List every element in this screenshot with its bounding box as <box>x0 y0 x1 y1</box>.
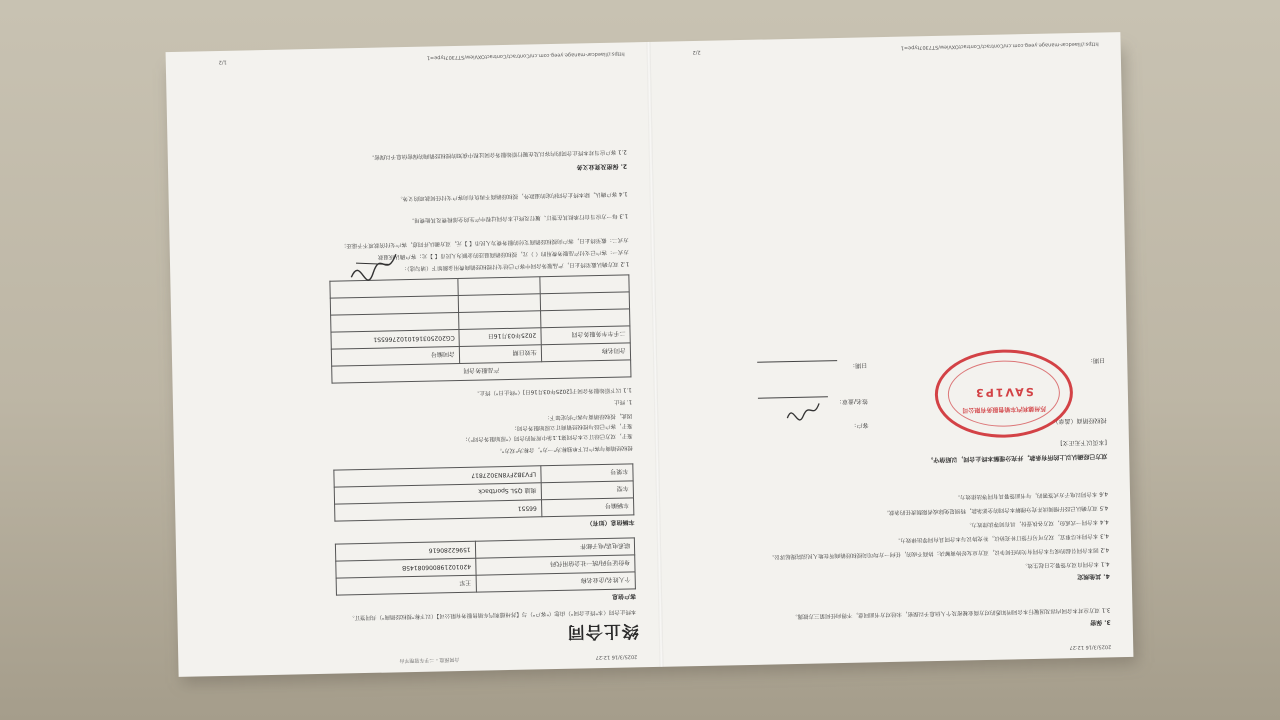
contract-paper <box>166 32 1134 677</box>
page-footer-number: 1/2 <box>218 58 227 65</box>
seal-code: SAV1P3 <box>973 384 1034 400</box>
table-cell: 2025年03月16日 <box>459 328 541 347</box>
section-heading: 2. 保密及竞业义务 <box>576 162 628 171</box>
cell-value: 66551 <box>335 500 542 521</box>
dealer-stamp-label: 授权经销商（盖章）： <box>1049 416 1107 425</box>
clause-line: 4.3 本合同未尽事宜，双方可另行签订补充协议，补充协议与本合同具有同等法律效力。 <box>894 532 1109 543</box>
date-line <box>757 360 837 363</box>
body-line: 授权经销商与客户以下单独称为"一方"，合称为"双方"。 <box>496 444 634 454</box>
table-header: 合同编号 <box>331 346 459 366</box>
cell-label: 身份证号码/统一社会信用代码 <box>475 555 635 575</box>
page-two <box>650 32 1133 667</box>
page-header-title: 合同预览 - 二手车管理平台 <box>399 656 460 664</box>
section-heading: 3. 保密 <box>1090 618 1111 626</box>
page-footer-url: https://liaedcar-manage.yeeg.com.cn/Contract/ContractOXView/ST7307type=1 <box>900 40 1099 51</box>
body-line: 因此，授权经销商与客户约定如下： <box>544 412 633 421</box>
cell-value: 15962280616 <box>335 541 475 561</box>
customer-info-table <box>335 537 636 595</box>
document-title: 终止合同 <box>566 620 639 642</box>
page-header-date: 2025/3/16 12:27 <box>1069 643 1112 651</box>
body-line: 鉴于，客户已经与授权经销商订立原始服务合同； <box>511 422 633 431</box>
customer-info-heading: 客户信息 <box>611 592 637 600</box>
body-line: 1. 终止 <box>613 398 633 405</box>
cell-label: 个人姓名/企业名称 <box>476 572 636 592</box>
cell-label: 联系电话/电子邮件 <box>475 538 635 558</box>
contract-paper-inverted <box>166 32 1134 677</box>
seal-company-name: 苏州德利汽车销售服务有限公司 <box>962 404 1047 414</box>
clause-line: 1.2 双方确认截至终止日，产品服务合同中客户已经支付授权经销商费用金额如下（请勾选）： <box>401 260 630 272</box>
table-header: 生效日期 <box>459 345 541 364</box>
dealer-date-label: 日期： <box>1087 356 1106 364</box>
clause-line: 方式二：截至终止日，客户向授权经销商支付的服务费为人民币【 】元，双方确认并同意，客户支付的款项不予退还； <box>340 236 629 249</box>
cell-label: 车架号 <box>540 464 633 483</box>
vehicle-info-table <box>333 463 634 521</box>
table-cell: CG20250316101027665S1 <box>331 329 459 349</box>
clause-line: 4.5 双方确认已经仔细阅读并充分理解本合同的全部条款，特别是免除或者限制责任的条款。 <box>883 504 1109 516</box>
cell-label: 车型 <box>541 481 634 500</box>
clause-line: 方式一：客户已支付产品服务费用的（ ）元，授权经销商退还的金额为人民币【 】元；客户确认该退款 <box>377 248 629 260</box>
table-cell: 二手车车务服务合同 <box>541 326 631 345</box>
cell-value: 奥迪 Q5L Sportback <box>334 483 541 504</box>
blank-page-note: [本页以下无正文] <box>1060 438 1108 447</box>
service-contract-table <box>329 274 631 383</box>
intro-line: 本终止合同（本"终止合同"）由您（"客户"）与【苏州德利汽车销售服务有限公司】（以下称"授权经销商"）共同签订。 <box>348 608 637 621</box>
cell-value: 王军 <box>336 575 476 595</box>
clause-line: 4.2 因本合同引起的或与本合同有关的任何争议，双方应友好协商解决；协商不成的，任何一方均可向授权经销商所在地人民法院提起诉讼。 <box>768 546 1110 560</box>
page-footer-url: https://liaedcar-manage.yeeg.com.cn/Contract/ContractOXView/ST7307type=1 <box>426 50 625 61</box>
clause-line: 4.6 本合同以电子方式签署的，与书面签署具有同等法律效力。 <box>954 490 1109 500</box>
cell-value: 42010219800608145B <box>336 558 476 578</box>
body-line: 1.1 以下原始服务合同于[2025年03月16日]（"终止日"）终止。 <box>473 386 632 396</box>
page-footer-number: 2/2 <box>692 48 701 56</box>
clause-line: 1.3 每一方应当自行承担其在签订、履行及终止本合同过程中产生的全部税费及其他费用。 <box>408 212 629 224</box>
cell-label: 车辆编号 <box>541 498 634 517</box>
customer-label: 客户： <box>850 421 869 429</box>
page-header-date: 2025/3/16 12:27 <box>595 653 638 661</box>
vehicle-info-heading: 车辆信息（如有） <box>586 518 635 527</box>
page-one <box>177 42 660 677</box>
customer-signature <box>783 397 824 424</box>
body-line: 鉴于，双方已经订立本合同第1.1条中所列的合同（"原始服务合同"）； <box>462 432 633 442</box>
clause-line: 3.1 双方应对本合同内容及因履行本合同所知悉的对方商业秘密及个人信息予以保密，未经对方书面同意，不得向任何第三方披露。 <box>791 606 1111 620</box>
clause-line: 2.1 客户应当对本终止合同的内容以及在履行原始服务合同过程中获知的授权经销商的保密信息予以保密。 <box>368 148 627 160</box>
clause-line: 4.4 本合同一式贰份，双方各执壹份，具有同等法律效力。 <box>966 518 1109 528</box>
table-header: 合同名称 <box>541 343 631 362</box>
cell-value: LFV3B2FY8N3027817 <box>334 466 541 487</box>
customer-sign-label: 签名/盖章： <box>835 397 869 406</box>
customer-date-label: 日期： <box>849 361 868 369</box>
closing-statement: 双方已经确认以上的所有条款，并充分理解本终止合同，以昭信守。 <box>927 452 1108 464</box>
handwritten-signature <box>341 244 402 285</box>
table-title: 产品服务合同 <box>332 360 631 383</box>
clause-line: 1.4 客户确认，除本终止合同约定的退款外，授权经销商不再负有向客户支付任何款项的义务。 <box>397 190 628 202</box>
section-heading: 4. 其他规定 <box>1077 572 1110 581</box>
clause-line: 4.1 本合同自双方签署之日起生效。 <box>1021 560 1110 569</box>
